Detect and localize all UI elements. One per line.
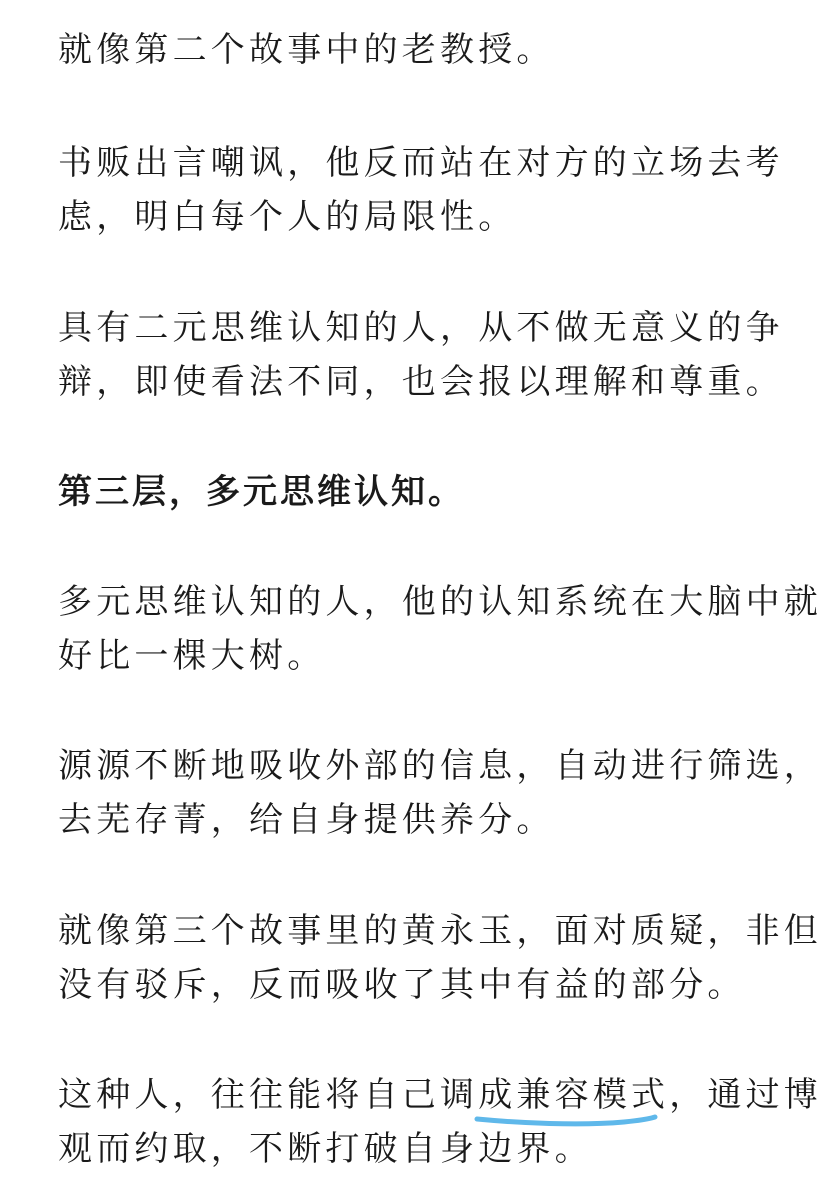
highlighted-text: 成兼容模式 [478, 1075, 670, 1115]
paragraph-6-line-1: 就像第三个故事里的黄永玉，面对质疑，非但 [58, 911, 822, 951]
paragraph-7-text-before: 这种人，往往能将自己调 [58, 1075, 479, 1115]
paragraph-2-line-1: 书贩出言嘲讽，他反而站在对方的立场去考 [58, 143, 784, 183]
paragraph-7-line-1 [58, 1073, 822, 1117]
paragraph-2-line-2: 虑，明白每个人的局限性。 [58, 197, 517, 237]
paragraph-6-line-2: 没有驳斥，反而吸收了其中有益的部分。 [58, 965, 746, 1005]
paragraph-1-line-1: 就像第二个故事中的老教授。 [58, 30, 555, 70]
paragraph-5-line-1: 源源不断地吸收外部的信息，自动进行筛选， [58, 746, 822, 786]
paragraph-5-line-2: 去芜存菁，给自身提供养分。 [58, 800, 555, 840]
paragraph-4-line-1: 多元思维认知的人，他的认知系统在大脑中就 [58, 582, 822, 622]
paragraph-7-line-2: 观而约取，不断打破自身边界。 [58, 1129, 593, 1169]
highlighted-phrase [478, 1073, 669, 1117]
section-heading: 第三层，多元思维认知。 [58, 472, 465, 512]
underline-stroke [477, 1117, 655, 1124]
paragraph-3-line-1: 具有二元思维认知的人，从不做无意义的争 [58, 308, 784, 348]
paragraph-3-line-2: 辩，即使看法不同，也会报以理解和尊重。 [58, 362, 784, 402]
paragraph-7-text-after: ，通过博 [669, 1075, 822, 1115]
paragraph-4-line-2: 好比一棵大树。 [58, 636, 326, 676]
